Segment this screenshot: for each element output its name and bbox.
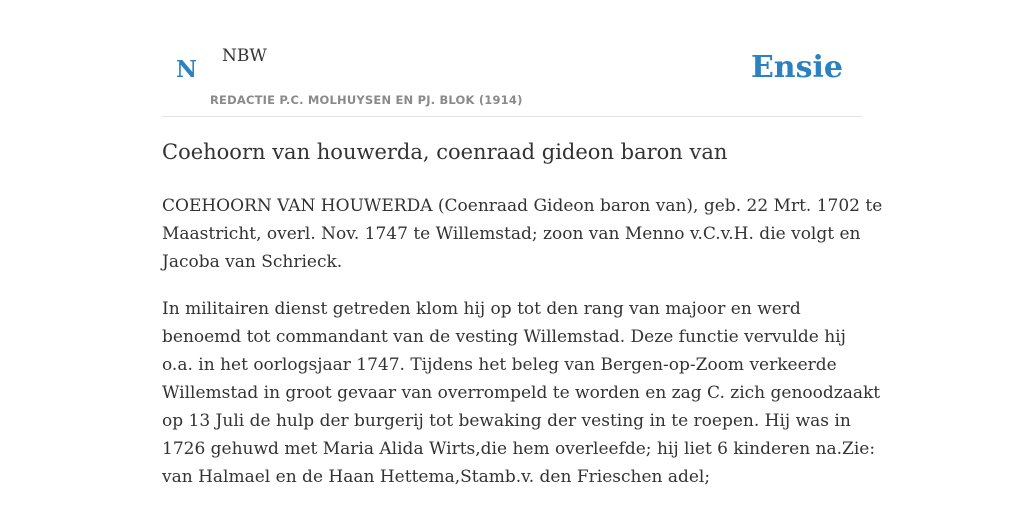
- paragraph-line: op 13 Juli de hulp der burgerij tot bewaking der vesting in te roepen. Hij was in: [162, 411, 851, 431]
- paragraph-line: In militairen dienst getreden klom hij op tot den rang van majoor en werd: [162, 299, 801, 319]
- paragraph-line: Jacoba van Schrieck.: [162, 252, 343, 272]
- brand-logo[interactable]: Ensie: [750, 50, 843, 85]
- source-name[interactable]: NBW: [222, 46, 267, 66]
- article-title: Coehoorn van houwerda, coenraad gideon baron van: [162, 140, 728, 164]
- paragraph-line: Maastricht, overl. Nov. 1747 te Willemstad; zoon van Menno v.C.v.H. die volgt en: [162, 224, 861, 244]
- source-logo[interactable]: N: [176, 56, 198, 83]
- paragraph-line: Willemstad in groot gevaar van overrompeld te worden en zag C. zich genoodzaakt: [162, 383, 881, 403]
- article-paragraph-1: [162, 192, 883, 276]
- paragraph-line: benoemd tot commandant van de vesting Willemstad. Deze functie vervulde hij: [162, 327, 846, 347]
- article-paragraph-2: [162, 295, 881, 491]
- header: [162, 0, 862, 117]
- source-subtitle: REDACTIE P.C. MOLHUYSEN EN PJ. BLOK (1914): [210, 93, 523, 107]
- paragraph-line: 1726 gehuwd met Maria Alida Wirts,die hem overleefde; hij liet 6 kinderen na.Zie:: [162, 439, 876, 459]
- paragraph-line: o.a. in het oorlogsjaar 1747. Tijdens het beleg van Bergen-op-Zoom verkeerde: [162, 355, 837, 375]
- paragraph-line: COEHOORN VAN HOUWERDA (Coenraad Gideon baron van), geb. 22 Mrt. 1702 te: [162, 196, 883, 216]
- paragraph-line: van Halmael en de Haan Hettema,Stamb.v. den Frieschen adel;: [162, 467, 711, 487]
